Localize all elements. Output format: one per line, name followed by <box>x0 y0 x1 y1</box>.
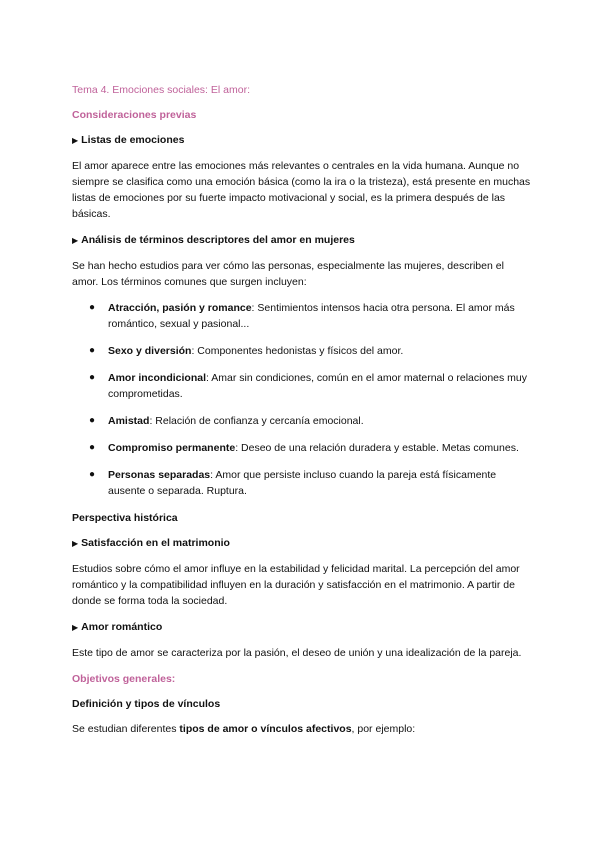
section-heading-perspectiva: Perspectiva histórica <box>72 512 178 524</box>
list-item <box>72 370 532 402</box>
bullet-dot-icon: ● <box>89 372 96 383</box>
subheading-analisis <box>72 232 532 249</box>
paragraph-definicion-bold: tipos de amor o vínculos afectivos <box>179 723 352 735</box>
list-item-term: Personas separadas <box>108 469 211 481</box>
list-item <box>72 440 532 456</box>
bullet-dot-icon: ● <box>89 442 96 453</box>
list-item-term: Sexo y diversión <box>108 345 192 357</box>
bullet-dot-icon: ● <box>89 302 96 313</box>
paragraph-satisfaccion: Estudios sobre cómo el amor influye en la estabilidad y felicidad marital. La percepción del amor romántico y la compatibilidad influyen en la duración y satisfacción en el matrimonio. A partir de donde se forma toda la sociedad. <box>72 563 520 607</box>
list-item-term: Amor incondicional <box>108 372 207 384</box>
paragraph-definicion-post: , por ejemplo: <box>351 723 416 735</box>
list-item-desc: : Sentimientos intensos hacia otra persona. El amor más romántico, sexual y pasional... <box>108 302 515 330</box>
triangle-bullet-icon: ▶ <box>72 623 79 632</box>
list-item-desc: : Amor que persiste incluso cuando la pareja está físicamente ausente o separada. Ruptura. <box>108 469 497 497</box>
document-title: Tema 4. Emociones sociales: El amor: <box>72 84 250 96</box>
bullet-dot-icon: ● <box>89 415 96 426</box>
list-item <box>72 413 532 429</box>
bullet-dot-icon: ● <box>89 469 96 480</box>
triangle-bullet-icon: ▶ <box>72 136 79 145</box>
subheading-definicion: Definición y tipos de vínculos <box>72 698 221 710</box>
list-item <box>72 467 532 499</box>
subheading-romantico <box>72 619 532 636</box>
list-item-desc: : Amar sin condiciones, común en el amor maternal o relaciones muy comprometidas. <box>108 372 527 400</box>
paragraph-definicion <box>72 721 532 737</box>
list-item-term: Compromiso permanente <box>108 442 236 454</box>
list-item-desc: : Componentes hedonistas y físicos del amor. <box>191 345 404 357</box>
bullet-dot-icon: ● <box>89 345 96 356</box>
paragraph-romantico: Este tipo de amor se caracteriza por la pasión, el deseo de unión y una idealización de la pareja. <box>72 647 522 659</box>
section-heading-objetivos: Objetivos generales: <box>72 673 176 685</box>
subheading-satisfaccion-label: Satisfacción en el matrimonio <box>81 537 230 549</box>
section-heading-consideraciones: Consideraciones previas <box>72 109 197 121</box>
list-item-term: Amistad <box>108 415 150 427</box>
paragraph-listas: El amor aparece entre las emociones más relevantes o centrales en la vida humana. Aunque no siempre se clasifica como una emoción básica (como la ira o la tristeza), está presente en muchas listas de emociones por su fuerte impacto motivacional y social, es la primera después de las básicas. <box>72 160 531 220</box>
subheading-listas-label: Listas de emociones <box>81 134 185 146</box>
list-item-desc: : Relación de confianza y cercanía emocional. <box>149 415 364 427</box>
paragraph-definicion-pre: Se estudian diferentes <box>72 723 180 735</box>
document-page <box>72 82 532 747</box>
list-item <box>72 300 532 332</box>
paragraph-analisis: Se han hecho estudios para ver cómo las personas, especialmente las mujeres, describen el amor. Los términos comunes que surgen incluyen: <box>72 260 504 288</box>
triangle-bullet-icon: ▶ <box>72 539 79 548</box>
list-item-term: Atracción, pasión y romance <box>108 302 252 314</box>
subheading-listas <box>72 132 532 149</box>
list-item <box>72 343 532 359</box>
list-item-desc: : Deseo de una relación duradera y estable. Metas comunes. <box>235 442 519 454</box>
subheading-analisis-label: Análisis de términos descriptores del amor en mujeres <box>81 234 355 246</box>
subheading-satisfaccion <box>72 535 532 552</box>
love-terms-list <box>72 300 532 499</box>
triangle-bullet-icon: ▶ <box>72 236 79 245</box>
subheading-romantico-label: Amor romántico <box>81 621 163 633</box>
